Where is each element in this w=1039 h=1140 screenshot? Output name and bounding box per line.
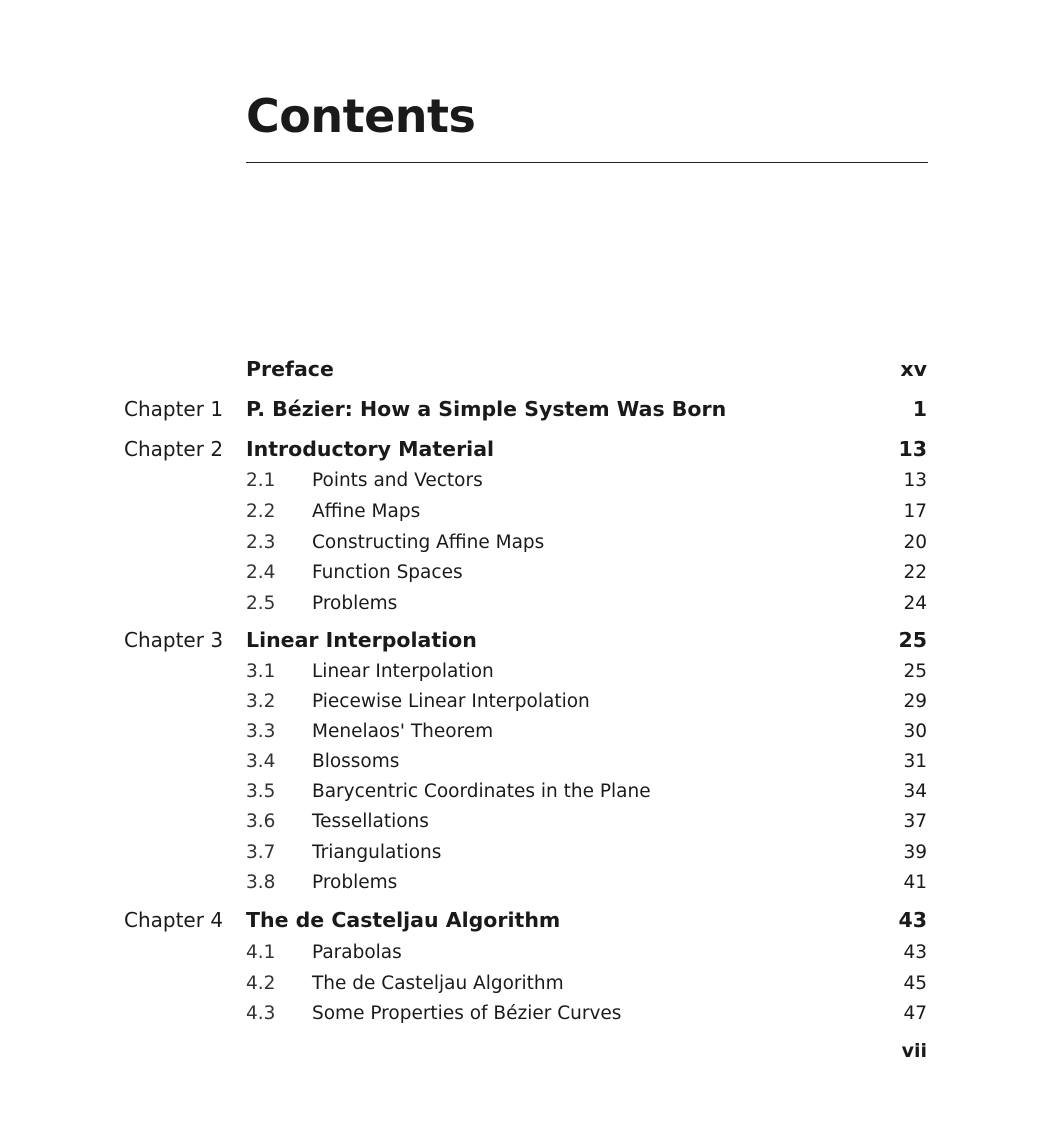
- page-folio: vii: [901, 1040, 927, 1062]
- section-page: 43: [903, 942, 927, 963]
- section-page: 45: [903, 973, 927, 994]
- section-number: 2.5: [246, 593, 276, 614]
- section-number: 2.3: [246, 532, 276, 553]
- section-title: Tessellations: [312, 811, 429, 832]
- section-page: 29: [903, 691, 927, 712]
- section-title: Blossoms: [312, 751, 400, 772]
- section-title: Barycentric Coordinates in the Plane: [312, 781, 651, 802]
- section-page: 25: [903, 661, 927, 682]
- section-page: 24: [903, 593, 927, 614]
- section-title: Menelaos' Theorem: [312, 721, 494, 742]
- section-title: Some Properties of Bézier Curves: [312, 1003, 622, 1024]
- section-page: 31: [903, 751, 927, 772]
- section-title: Problems: [312, 872, 398, 893]
- chapter-label: Chapter 4: [124, 908, 224, 932]
- preface-title: Preface: [246, 357, 334, 381]
- chapter-label: Chapter 1: [124, 397, 224, 421]
- chapter-page: 13: [898, 437, 927, 461]
- chapter-page: 43: [898, 908, 927, 932]
- section-page: 41: [903, 872, 927, 893]
- section-number: 2.4: [246, 562, 276, 583]
- section-page: 22: [903, 562, 927, 583]
- section-number: 3.6: [246, 811, 276, 832]
- preface-page: xv: [900, 357, 927, 381]
- section-number: 2.2: [246, 501, 276, 522]
- section-title: Affine Maps: [312, 501, 421, 522]
- section-title: Piecewise Linear Interpolation: [312, 691, 590, 712]
- chapter-title: P. Bézier: How a Simple System Was Born: [246, 397, 727, 421]
- section-number: 3.7: [246, 842, 276, 863]
- section-page: 13: [903, 470, 927, 491]
- section-title: Parabolas: [312, 942, 402, 963]
- section-number: 3.2: [246, 691, 276, 712]
- section-number: 3.5: [246, 781, 276, 802]
- section-number: 3.8: [246, 872, 276, 893]
- section-title: Points and Vectors: [312, 470, 483, 491]
- section-number: 4.3: [246, 1003, 276, 1024]
- section-number: 4.1: [246, 942, 276, 963]
- chapter-title: The de Casteljau Algorithm: [246, 908, 561, 932]
- section-title: Function Spaces: [312, 562, 463, 583]
- section-number: 3.3: [246, 721, 276, 742]
- chapter-title: Linear Interpolation: [246, 628, 477, 652]
- section-title: Problems: [312, 593, 398, 614]
- section-page: 20: [903, 532, 927, 553]
- page-title: Contents: [246, 89, 476, 143]
- section-title: Linear Interpolation: [312, 661, 494, 682]
- section-title: Constructing Affine Maps: [312, 532, 545, 553]
- section-number: 3.4: [246, 751, 276, 772]
- chapter-label: Chapter 3: [124, 628, 224, 652]
- section-page: 30: [903, 721, 927, 742]
- chapter-page: 25: [898, 628, 927, 652]
- section-page: 34: [903, 781, 927, 802]
- chapter-label: Chapter 2: [124, 437, 224, 461]
- chapter-title: Introductory Material: [246, 437, 495, 461]
- chapter-page: 1: [912, 397, 927, 421]
- section-page: 37: [903, 811, 927, 832]
- section-page: 17: [903, 501, 927, 522]
- section-number: 2.1: [246, 470, 276, 491]
- section-page: 47: [903, 1003, 927, 1024]
- section-page: 39: [903, 842, 927, 863]
- section-title: Triangulations: [312, 842, 442, 863]
- section-number: 3.1: [246, 661, 276, 682]
- section-number: 4.2: [246, 973, 276, 994]
- section-title: The de Casteljau Algorithm: [312, 973, 564, 994]
